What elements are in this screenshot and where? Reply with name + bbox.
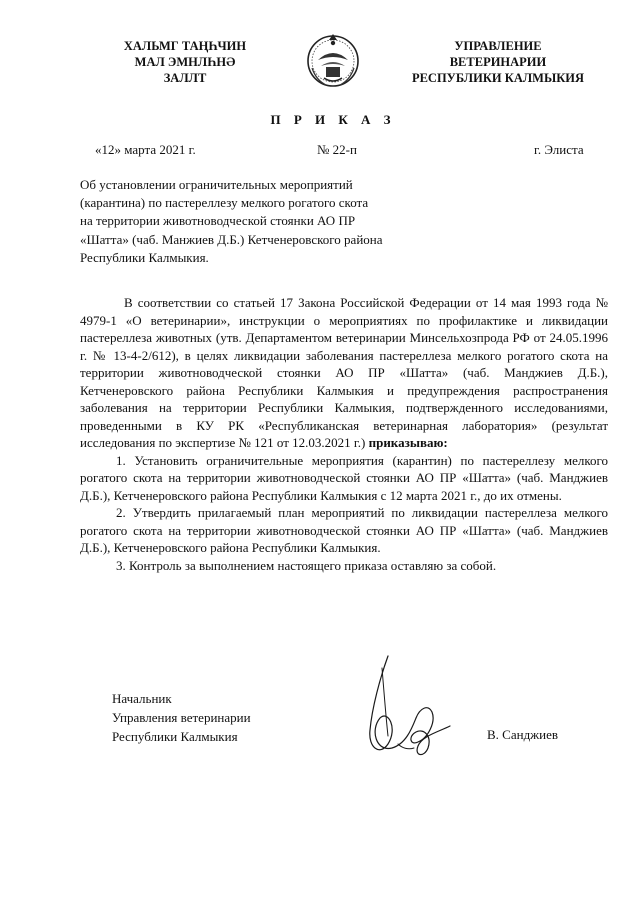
signer-position-line: Начальник	[112, 691, 172, 706]
document-subject	[80, 176, 460, 267]
subject-line: Республики Калмыкия.	[80, 249, 209, 265]
order-item-1: 1. Установить ограничительные мероприятия (карантин) по пастереллезу мелкого рогатого скота на территории животноводческой стоянки АО ПР «Шатта» (чаб. Манджиев Д.Б.), Кетченеровского района Республики Калмыкия с 12 марта 2021 г., до их отмены.	[80, 452, 608, 503]
order-item-2: 2. Утвердить прилагаемый план мероприятий по ликвидации пастереллеза мелкого рогатого скота на территории животноводческой стоянки АО ПР «Шатта» (чаб. Манджиев Д.Б.), Кетченеровского района Республики Калмыкия.	[80, 505, 608, 555]
decree-word: приказываю:	[368, 435, 448, 450]
document-number: № 22-п	[317, 142, 357, 157]
signer-name: В. Санджиев	[487, 727, 559, 742]
preamble-text: В соответствии со статьей 17 Закона Российской Федерации от 14 мая 1993 года № 4979-1 «О ветеринарии», инструкции о мероприятиях по профилактике и ликвидации пастереллеза животных (утв. Департаментом ветеринарии Минсельхозпрода РФ от 24.05.1996 г. № 13-4-2/612), в целях ликвидации заболевания пастереллеза мелкого рогатого скота на территории животноводческой стоянки АО ПР «Шатта» (чаб. Манджиев Д.Б.), Кетченеровского района Республики Калмыкия и предупреждения распространения заболевания на территории Республики Калмыкия, подтвержденного исследованиями, проведенными в КУ РК «Республиканская ветеринарная лаборатория» (результат исследования по экспертизе № 121 от 12.03.2021 г.)	[80, 295, 608, 450]
header-right-line-3: РЕСПУБЛИКИ КАЛМЫКИЯ	[411, 71, 585, 85]
subject-line: «Шатта» (чаб. Манжиев Д.Б.) Кетченеровского района	[80, 231, 383, 247]
document-body	[80, 294, 608, 574]
header-left-line-2: МАЛ ЭМНЛҺНӘ	[134, 55, 236, 69]
signer-position-line: Республики Калмыкия	[112, 729, 238, 744]
order-item-3: 3. Контроль за выполнением настоящего приказа оставляю за собой.	[116, 557, 497, 573]
header-left-line-1: ХАЛЬМГ ТАҢҺЧИН	[123, 39, 247, 53]
kalmykia-emblem-icon	[306, 30, 360, 90]
subject-line: Об установлении ограничительных мероприятий	[80, 177, 353, 192]
document-city: г. Элиста	[534, 142, 584, 157]
subject-line: (карантина) по пастереллезу мелкого рогатого скота	[80, 195, 369, 211]
header-right-line-1: УПРАВЛЕНИЕ	[454, 39, 542, 53]
subject-line: на территории животноводческой стоянки АО ПР	[80, 213, 356, 229]
header-left-line-3: ЗАЛЛТ	[163, 71, 207, 85]
signer-position	[112, 689, 251, 746]
document-title: П Р И К А З	[270, 112, 396, 127]
header-left-kalmyk	[100, 38, 270, 86]
header-right-russian	[398, 38, 598, 86]
document-date: «12» марта 2021 г.	[95, 142, 196, 157]
body-preamble	[80, 294, 608, 452]
signer-position-line: Управления ветеринарии	[112, 710, 251, 725]
header-right-line-2: ВЕТЕРИНАРИИ	[449, 55, 547, 69]
handwritten-signature-icon	[358, 648, 458, 768]
